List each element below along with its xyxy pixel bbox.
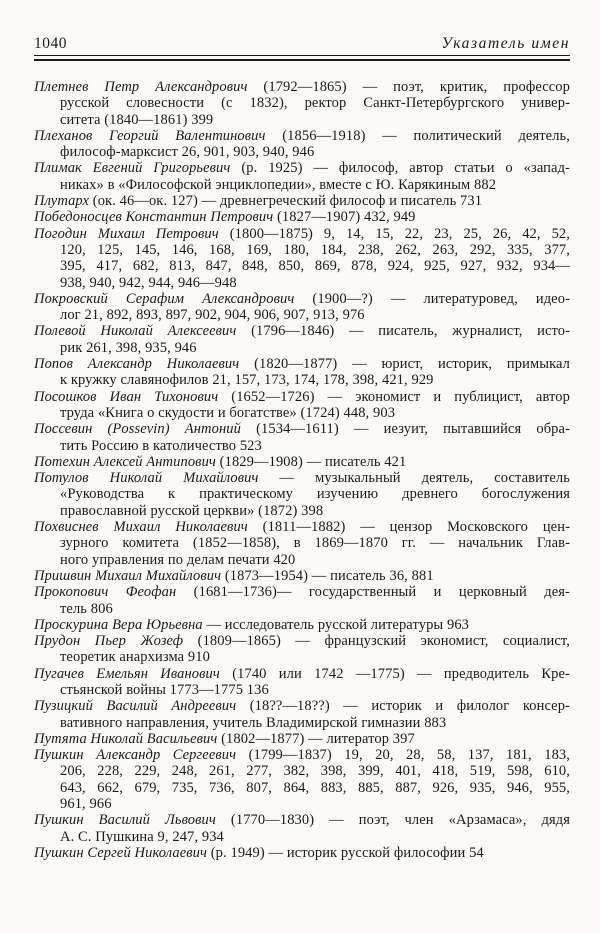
entry-line: Пузицкий Василий Андреевич (18??—18??) — историк и филолог консер-: [34, 698, 570, 715]
entry-line: рик 261, 398, 935, 946: [60, 339, 197, 356]
index-entry: [34, 291, 570, 324]
entry-name: Поссевин (Possevin) Антоний: [34, 421, 241, 438]
entry-line: Поссевин (Possevin) Антоний (1534—1611) — иезуит, пытавшийся обра-: [34, 421, 570, 438]
entry-name: Похвиснев Михаил Николаевич: [34, 519, 248, 536]
entry-line: Попов Александр Николаевич (1820—1877) — юрист, историк, примыкал: [34, 356, 570, 373]
entry-line: Проскурина Вера Юрьевна — исследователь русской литературы 963: [34, 616, 470, 633]
entry-name: Плетнев Петр Александрович: [34, 79, 248, 95]
entry-name: Путята Николай Васильевич: [34, 730, 218, 747]
entry-line: стьянской войны 1773—1775 136: [60, 681, 269, 698]
entry-line: Полевой Николай Алексеевич (1796—1846) — писатель, журналист, исто-: [34, 323, 570, 340]
entry-line: Плетнев Петр Александрович (1792—1865) — поэт, критик, профессор: [34, 79, 571, 95]
index-entry: [34, 747, 570, 812]
index-entry: [34, 226, 570, 291]
entry-line: Пушкин Василий Львович (1770—1830) — поэт, член «Арзамаса», дядя: [34, 812, 570, 829]
entry-name: Попов Александр Николаевич: [34, 356, 240, 373]
entry-line: Пугачев Емельян Иванович (1740 или 1742 —1775) — предводитель Кре-: [34, 665, 570, 682]
entry-name: Победоносцев Константин Петрович: [34, 209, 274, 226]
entry-line: 643, 662, 679, 735, 736, 807, 864, 883, 885, 887, 926, 935, 946, 955,: [60, 779, 570, 796]
entry-line: к кружку славянофилов 21, 157, 173, 174, 178, 398, 421, 929: [60, 372, 434, 389]
entry-line: зурного комитета (1852—1858), в 1869—1870 гг. — начальник Глав-: [60, 535, 570, 552]
index-entry: [34, 356, 570, 389]
entry-line: труда «Книга о скудости и богатстве» (1724) 448, 903: [60, 404, 396, 421]
entry-line: Покровский Серафим Александрович (1900—?) — литературовед, идео-: [34, 290, 570, 307]
entry-name: Потулов Николай Михайлович: [34, 470, 259, 487]
index-entry: [34, 519, 570, 568]
entry-name: Проскурина Вера Юрьевна: [34, 616, 203, 633]
entry-line: Прудон Пьер Жозеф (1809—1865) — французский экономист, социалист,: [34, 633, 570, 650]
entry-name: Плимак Евгений Григорьевич: [34, 160, 231, 177]
index-entry: [34, 193, 570, 209]
entry-line: 120, 125, 145, 146, 168, 169, 180, 184, 238, 262, 263, 292, 335, 377,: [60, 241, 570, 258]
entry-line: Посошков Иван Тихонович (1652—1726) — экономист и публицист, автор: [34, 388, 571, 405]
entry-line: тель 806: [60, 600, 113, 617]
entry-name: Пушкин Александр Сергеевич: [34, 747, 237, 764]
index-entry: [34, 79, 570, 128]
index-entry: [34, 617, 570, 633]
entry-line: православной русской церкви» (1872) 398: [60, 502, 324, 519]
index-entry: [34, 421, 570, 454]
page-header: [34, 36, 570, 52]
entry-name: Покровский Серафим Александрович: [34, 290, 295, 307]
entry-line: Пушкин Сергей Николаевич (р. 1949) — историк русской философии 54: [34, 844, 484, 861]
entry-name: Потехин Алексей Антипович: [34, 453, 216, 470]
index-entry: [34, 568, 570, 584]
entry-line: Плутарх (ок. 46—ок. 127) — древнегреческий философ и писатель 731: [34, 193, 483, 210]
entry-line: Плеханов Георгий Валентинович (1856—1918) — политический деятель,: [34, 127, 570, 144]
entry-line: никах» в «Философской энциклопедии», вместе с Ю. Карякиным 882: [60, 176, 497, 193]
entry-line: лог 21, 892, 893, 897, 902, 904, 906, 907, 913, 976: [60, 307, 365, 324]
entry-line: теоретик анархизма 910: [60, 649, 210, 666]
entry-name: Прудон Пьер Жозеф: [34, 633, 184, 650]
entry-name: Погодин Михаил Петрович: [34, 225, 219, 242]
page-number: 1040: [34, 35, 67, 52]
entry-line: Похвиснев Михаил Николаевич (1811—1882) — цензор Московского цен-: [34, 519, 571, 536]
entry-line: ного управления по делам печати 420: [60, 551, 296, 568]
index-entry: [34, 698, 570, 731]
header-title: Указатель имен: [441, 35, 570, 52]
index-entry: [34, 323, 570, 356]
entry-name: Пугачев Емельян Иванович: [34, 665, 220, 682]
entry-line: ситета (1840—1861) 399: [60, 111, 214, 128]
index-entry: [34, 845, 570, 861]
index-entry: [34, 389, 570, 422]
entry-line: философ-марксист 26, 901, 903, 940, 946: [60, 144, 315, 161]
book-page: [0, 36, 600, 933]
index-entry: [34, 812, 570, 845]
entry-line: Прокопович Феофан (1681—1736)— государственный и церковный дея-: [34, 584, 570, 601]
index-entry: [34, 454, 570, 470]
index-entry: [34, 666, 570, 699]
entry-line: А. С. Пушкина 9, 247, 934: [60, 828, 224, 845]
entry-name: Пришвин Михаил Михайлович: [34, 567, 222, 584]
entry-line: Потехин Алексей Антипович (1829—1908) — писатель 421: [34, 453, 407, 470]
entry-line: русской словесности (с 1832), ректор Санкт-Петербургского универ-: [60, 95, 570, 112]
entry-line: Потулов Николай Михайлович — музыкальный деятель, составитель: [34, 470, 570, 487]
entry-line: 395, 417, 682, 813, 847, 848, 850, 869, 878, 924, 925, 927, 932, 934—: [60, 258, 570, 275]
entry-line: тить Россию в католичество 523: [60, 437, 262, 454]
index-entry: [34, 584, 570, 617]
entry-line: Путята Николай Васильевич (1802—1877) — литератор 397: [34, 730, 415, 747]
entry-name: Плеханов Георгий Валентинович: [34, 127, 266, 144]
index-entry: [34, 209, 570, 225]
entry-line: 938, 940, 942, 944, 946—948: [60, 274, 237, 291]
entry-line: Пушкин Александр Сергеевич (1799—1837) 19, 20, 28, 58, 137, 181, 183,: [34, 747, 570, 764]
index-entry: [34, 633, 570, 666]
entry-line: Пришвин Михаил Михайлович (1873—1954) — писатель 36, 881: [34, 567, 434, 584]
entry-line: Плимак Евгений Григорьевич (р. 1925) — философ, автор статьи о «запад-: [34, 160, 570, 177]
entry-name: Пузицкий Василий Андреевич: [34, 698, 237, 715]
entry-name: Полевой Николай Алексеевич: [34, 323, 237, 340]
entry-line: Победоносцев Константин Петрович (1827—1907) 432, 949: [34, 209, 416, 226]
entry-line: Погодин Михаил Петрович (1800—1875) 9, 14, 15, 22, 23, 25, 26, 42, 52,: [34, 225, 571, 242]
index-entry: [34, 731, 570, 747]
index-entry: [34, 470, 570, 519]
entry-name: Прокопович Феофан: [34, 584, 177, 601]
entry-line: «Руководства к практическому изучению древнего богослужения: [60, 486, 570, 503]
entry-name: Посошков Иван Тихонович: [34, 388, 219, 405]
entry-line: вативного направления, учитель Владимирской гимназии 883: [60, 714, 447, 731]
index-entry: [34, 128, 570, 161]
entry-name: Плутарх: [34, 193, 90, 210]
entry-line: 961, 966: [60, 796, 112, 813]
entry-name: Пушкин Сергей Николаевич: [34, 844, 208, 861]
index-entries: [34, 79, 570, 861]
entry-line: 206, 228, 229, 248, 261, 277, 382, 398, 399, 401, 418, 519, 598, 610,: [60, 763, 570, 780]
entry-name: Пушкин Василий Львович: [34, 812, 216, 829]
header-rule: [34, 55, 570, 61]
index-entry: [34, 160, 570, 193]
